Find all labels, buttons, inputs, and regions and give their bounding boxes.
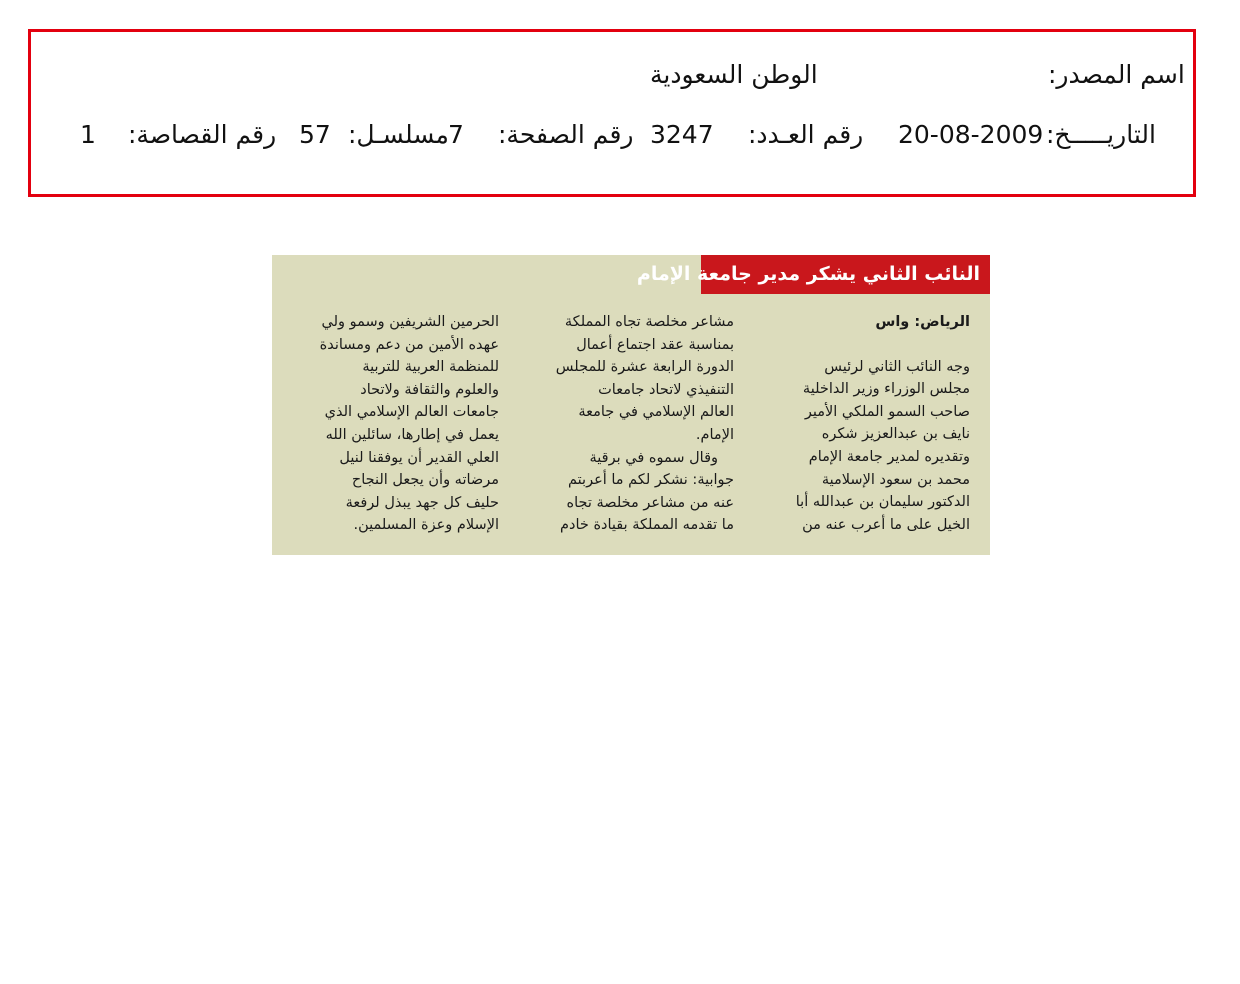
text-line: صاحب السمو الملكي الأمير: [804, 403, 970, 420]
text-line: العالم الإسلامي في جامعة: [578, 404, 734, 421]
serial-value: 57: [299, 120, 331, 149]
clip-label: رقم القصاصة:: [128, 120, 277, 149]
text-line: جوابية: نشكر لكم ما أعربتم: [568, 472, 734, 489]
issue-value: 3247: [650, 120, 714, 149]
serial-label: مسلسـل:: [348, 120, 449, 149]
text-line: يعمل في إطارها، سائلين الله: [325, 426, 499, 443]
article-byline: الرياض: واس: [875, 314, 970, 330]
metadata-frame: [28, 29, 1196, 197]
page-value: 7: [448, 120, 464, 149]
text-line: التنفيذي لاتحاد جامعات: [598, 381, 734, 398]
text-line: وتقديره لمدير جامعة الإمام: [808, 448, 970, 465]
text-line: وقال سموه في برقية: [589, 449, 718, 466]
source-label: اسم المصدر:: [1048, 60, 1185, 89]
source-value: الوطن السعودية: [650, 60, 818, 89]
text-line: للمنظمة العربية للتربية: [362, 359, 499, 376]
text-line: والعلوم والثقافة ولاتحاد: [360, 381, 499, 398]
text-line: حليف كل جهد يبذل لرفعة: [345, 494, 499, 511]
text-line: مجلس الوزراء وزير الداخلية: [802, 381, 970, 398]
clip-value: 1: [80, 120, 96, 149]
text-line: الإمام.: [695, 426, 734, 443]
article-column-1: [756, 311, 970, 536]
text-line: مشاعر مخلصة تجاه المملكة: [564, 314, 734, 330]
text-line: العلي القدير أن يوفقنا لنيل: [339, 449, 499, 466]
text-line: جامعات العالم الإسلامي الذي: [324, 404, 499, 421]
date-label: التاريـــــخ:: [1046, 120, 1156, 149]
page-label: رقم الصفحة:: [498, 120, 634, 149]
text-line: مرضاته وأن يجعل النجاح: [351, 472, 499, 489]
text-line: وجه النائب الثاني لرئيس: [824, 358, 970, 375]
text-line: الخيل على ما أعرب عنه من: [802, 516, 970, 533]
text-line: محمد بن سعود الإسلامية: [821, 471, 970, 488]
date-value: 20-08-2009: [898, 120, 1044, 149]
article-column-2: [520, 311, 734, 537]
article-headline: النائب الثاني يشكر مدير جامعة الإمام: [701, 255, 990, 294]
newspaper-clipping: [272, 255, 990, 555]
text-line: بمناسبة عقد اجتماع أعمال: [576, 336, 734, 353]
text-line: نايف بن عبدالعزيز شكره: [821, 426, 970, 443]
text-line: الإسلام وعزة المسلمين.: [353, 517, 499, 534]
text-line: عنه من مشاعر مخلصة تجاه: [566, 494, 734, 511]
article-column-3: [285, 311, 499, 537]
text-line: عهده الأمين من دعم ومساندة: [319, 336, 499, 353]
text-line: الدورة الرابعة عشرة للمجلس: [555, 359, 734, 376]
text-line: الدكتور سليمان بن عبدالله أبا: [795, 494, 970, 511]
text-line: ما تقدمه المملكة بقيادة خادم: [560, 517, 734, 534]
issue-label: رقم العـدد:: [748, 120, 864, 149]
text-line: الحرمين الشريفين وسمو ولي: [321, 314, 499, 330]
